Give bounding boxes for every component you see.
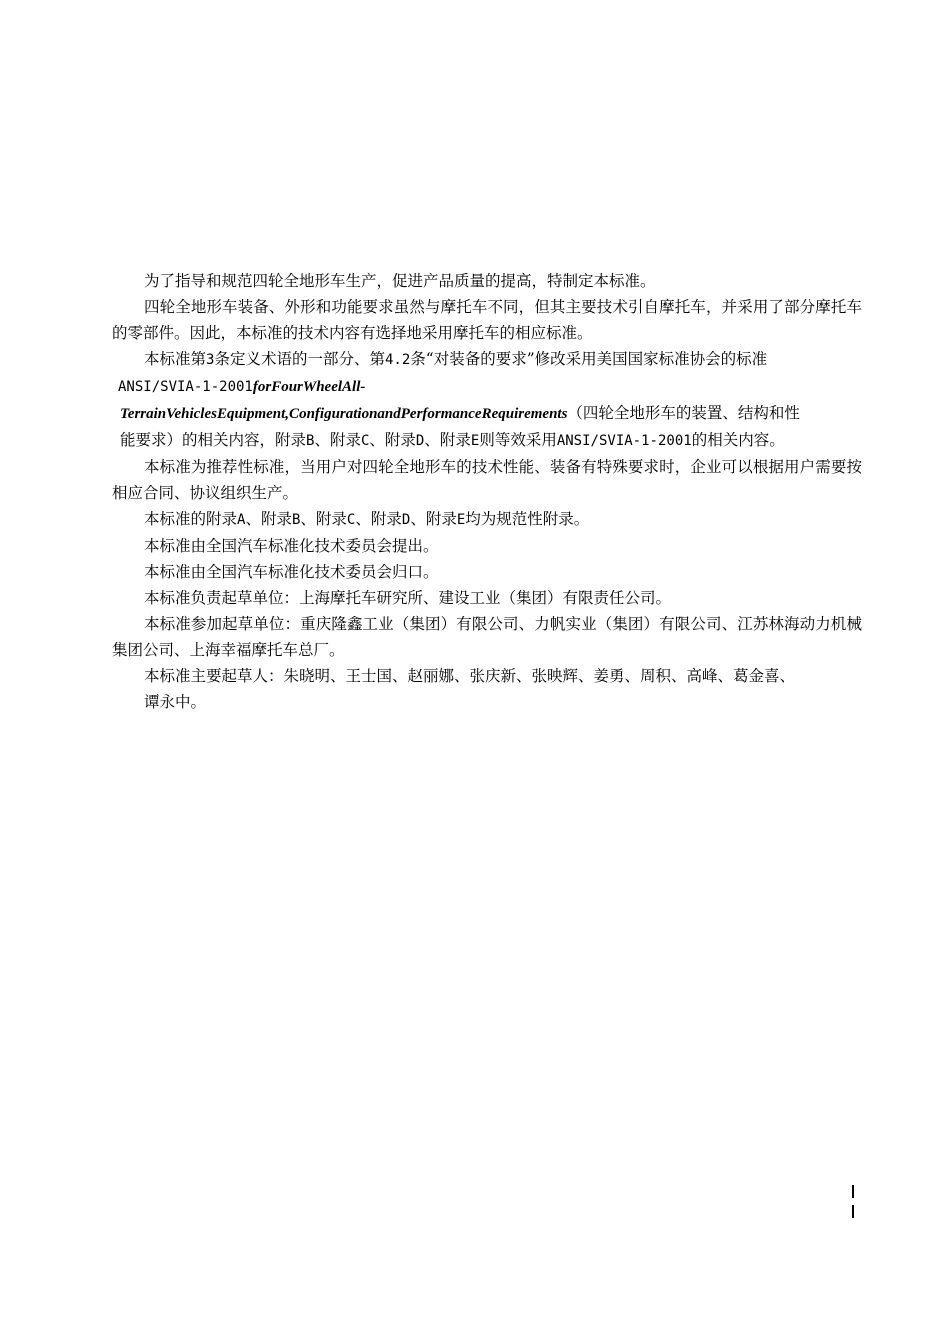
standard-title-line	[112, 400, 862, 427]
paragraph-participating-drafters: 本标准参加起草单位：重庆隆鑫工业（集团）有限公司、力帆实业（集团）有限公司、江苏林海动力机械集团公司、上海幸福摩托车总厂。	[112, 615, 862, 659]
text-segment: 谭永中。	[144, 693, 207, 711]
appendix-reference-line	[112, 427, 862, 454]
paragraph-administrator: 本标准由全国汽车标准化技术委员会归口。	[144, 563, 439, 581]
paragraph-appendices	[112, 506, 862, 533]
text-segment: 本标准第	[144, 350, 207, 368]
paragraph-recommendation: 本标准为推荐性标准，当用户对四轮全地形车的技术性能、装备有特殊要求时，企业可以根据用户需要按相应合同、协议组织生产。	[112, 458, 862, 502]
clause-number: 4.2	[384, 352, 411, 368]
paragraph-technical-source: 四轮全地形车装备、外形和功能要求虽然与摩托车不同，但其主要技术引自摩托车，并采用了部分摩托车的零部件。因此，本标准的技术内容有选择地采用摩托车的相应标准。	[112, 298, 862, 342]
text-segment: 则等效采用	[479, 431, 557, 449]
standard-reference-line	[112, 373, 862, 400]
appendix-letter: B	[291, 512, 301, 528]
text-segment: 、附录	[369, 431, 416, 449]
text-segment: 均为规范性附录。	[465, 510, 590, 528]
paragraph-adoption	[112, 346, 862, 454]
text-segment: 、附录	[314, 431, 361, 449]
appendix-letter: D	[401, 512, 411, 528]
page-number-mark	[852, 1185, 854, 1198]
paragraph-main-drafters	[112, 663, 862, 715]
text-segment: （四轮全地形车的装置、结构和性	[567, 404, 800, 422]
appendix-letter: C	[346, 512, 356, 528]
text-segment: 条“对装备的要求”修改采用美国国家标准协会的标准	[410, 350, 768, 368]
page-number-mark	[852, 1205, 854, 1218]
appendix-letter: D	[415, 433, 425, 449]
text-segment: 、附录	[245, 510, 292, 528]
appendix-letter: E	[470, 433, 480, 449]
text-segment: 、附录	[355, 510, 402, 528]
standard-title-part: TerrainVehiclesEquipment,ConfigurationandPerformanceRequirements	[120, 406, 568, 422]
foreword-body	[112, 268, 862, 715]
text-segment: 本标准主要起草人：朱晓明、王士国、赵丽娜、张庆新、张映辉、姜勇、周积、高峰、葛金喜、	[144, 667, 796, 685]
text-segment: 条定义术语的一部分、第	[214, 350, 385, 368]
appendix-letter: A	[237, 512, 246, 528]
standard-title-part: forFourWheelAll-	[252, 379, 366, 395]
paragraph-lead-drafters: 本标准负责起草单位：上海摩托车研究所、建设工业（集团）有限责任公司。	[144, 589, 672, 607]
standard-code: ANSI/SVIA-1-2001	[118, 379, 253, 395]
text-segment: 、附录	[424, 431, 471, 449]
text-segment: 的相关内容。	[691, 431, 785, 449]
text-segment: 、附录	[300, 510, 347, 528]
standard-code: ANSI/SVIA-1-2001	[556, 433, 692, 449]
text-segment: 能要求）的相关内容，附录	[120, 431, 307, 449]
text-segment: 本标准的附录	[144, 510, 238, 528]
clause-number: 3	[206, 352, 215, 368]
paragraph-purpose: 为了指导和规范四轮全地形车生产，促进产品质量的提高，特制定本标准。	[144, 272, 656, 290]
text-segment: 、附录	[410, 510, 457, 528]
paragraph-proposer: 本标准由全国汽车标准化技术委员会提出。	[144, 537, 439, 555]
appendix-letter: C	[360, 433, 370, 449]
appendix-letter: E	[456, 512, 466, 528]
appendix-letter: B	[306, 433, 315, 449]
